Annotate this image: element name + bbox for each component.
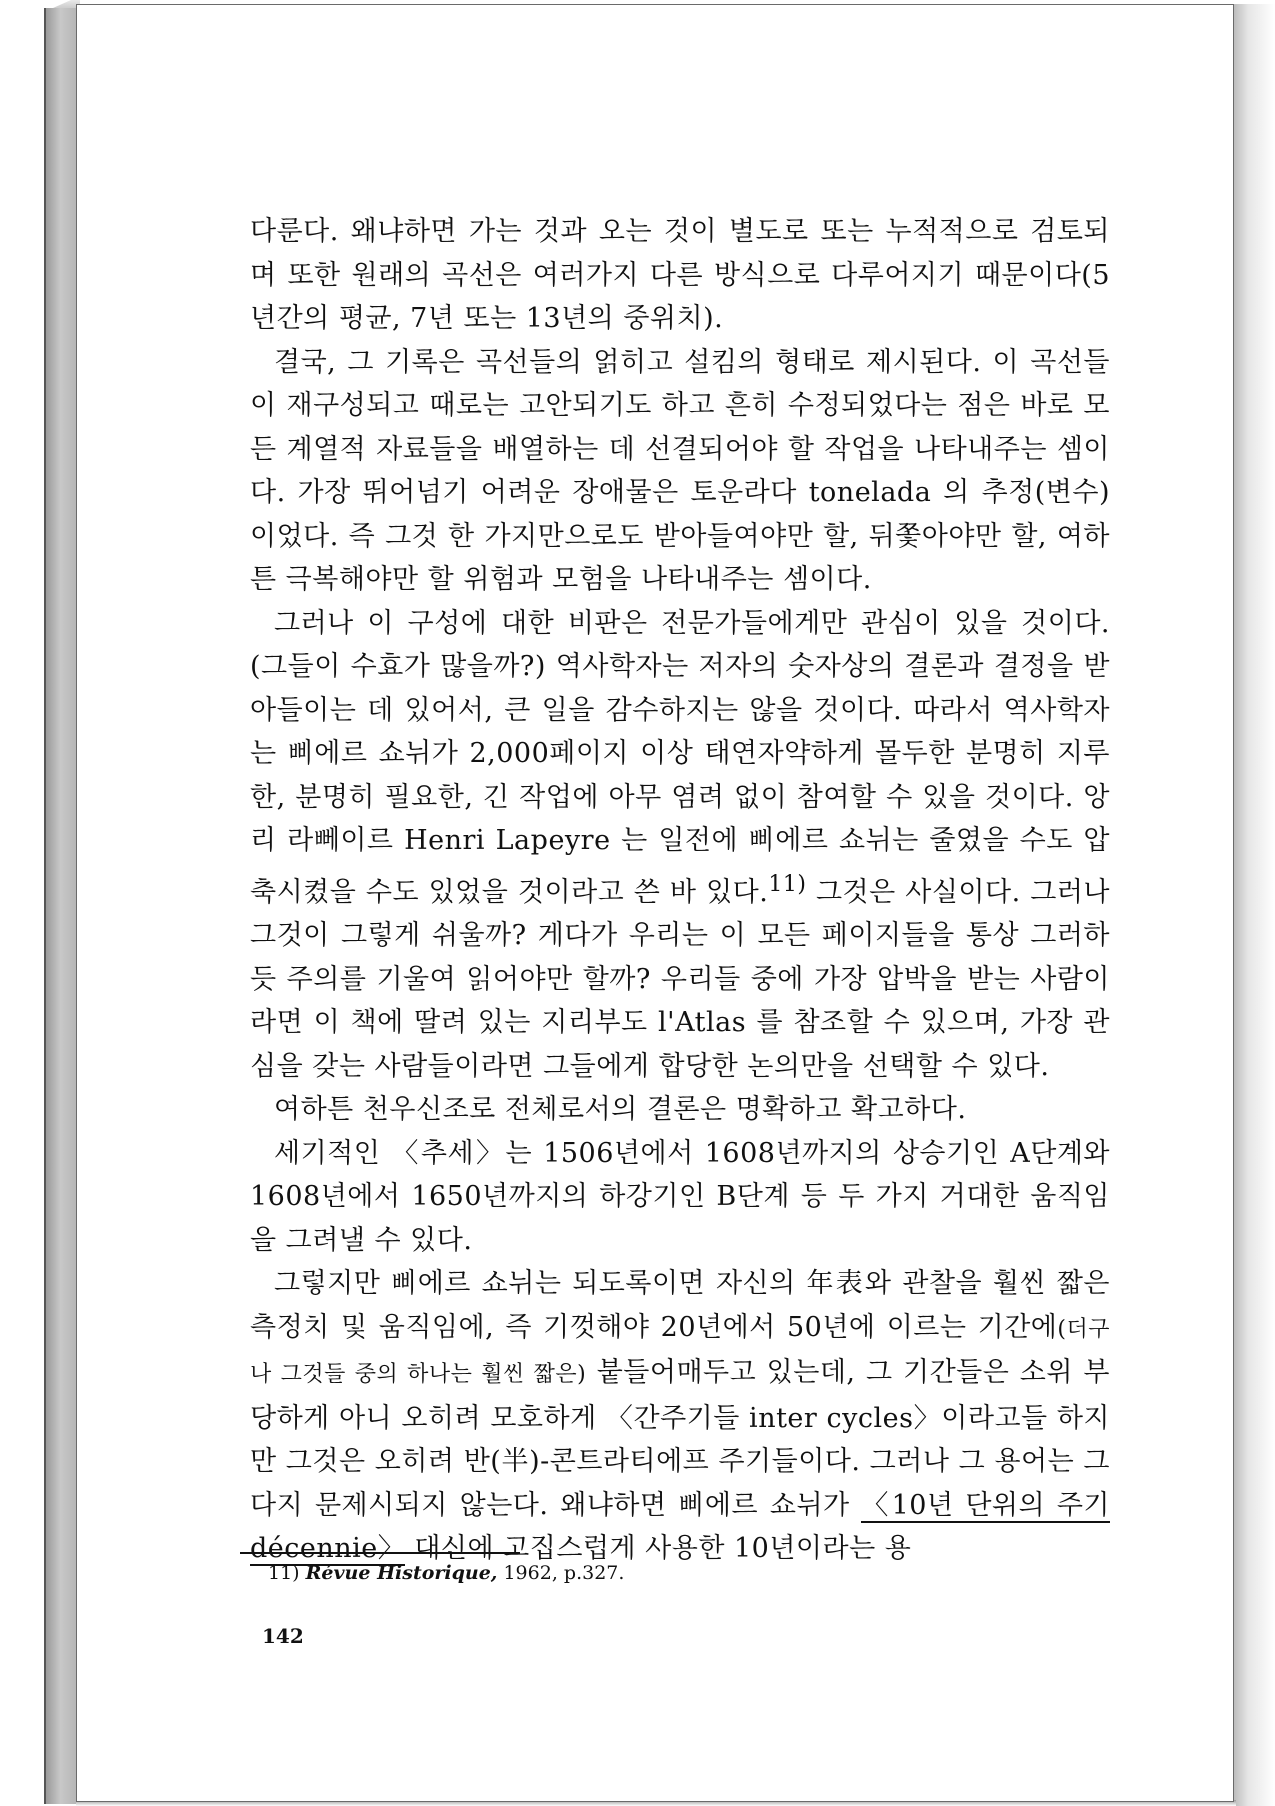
paragraph-6-end: 대신에 고집스럽게 사용한 10년이라는 용 bbox=[405, 1533, 912, 1564]
footnote-number: 11) bbox=[268, 1562, 300, 1584]
paragraph-2: 결국, 그 기록은 곡선들의 얽히고 설킴의 형태로 제시된다. 이 곡선들이 재구성되고 때로는 고안되기도 하고 흔히 수정되었다는 점은 바로 모든 계열적 자료들을 배열하는 데 선결되어야 할 작업을 나타내주는 셈이다. 가장 뛰어넘기 어려운 장애물은 토운라다 tonelada 의 추정(변수)이었다. 즉 그것 한 가지만으로도 받아들여야만 할, 뒤쫓아야만 할, 여하튼 극복해야만 할 위험과 모험을 나타내주는 셈이다. bbox=[250, 346, 1110, 595]
footnote bbox=[268, 1562, 624, 1584]
book-spine bbox=[44, 8, 78, 1804]
paragraph-4: 여하튼 천우신조로 전체로서의 결론은 명확하고 확고하다. bbox=[274, 1094, 967, 1125]
footnote-source: Révue Historique, bbox=[305, 1562, 498, 1584]
paragraph-3-cont: 그것은 사실이다. 그러나 그것이 그렇게 쉬울까? 게다가 우리는 이 모든 페이지들을 통상 그러하듯 주의를 기울여 읽어야만 할까? 우리들 중에 가장 압박을 받는 사람이라면 이 책에 딸려 있는 지리부도 l'Atlas 를 참조할 수 있으며, 가장 관심을 갖는 사람들이라면 그들에게 합당한 논의만을 선택할 수 있다. bbox=[250, 876, 1110, 1082]
page-number: 142 bbox=[262, 1624, 304, 1648]
footnote-ref: 11) bbox=[768, 871, 807, 897]
paragraph-6-aside: (더구나 그것들 중의 하나는 훨씬 짧은) bbox=[250, 1316, 1110, 1387]
footnote-detail: 1962, p.327. bbox=[503, 1562, 625, 1584]
footnote-divider bbox=[240, 1552, 520, 1554]
paragraph-6 bbox=[250, 1262, 1110, 1571]
paragraph-3-text: 그러나 이 구성에 대한 비판은 전문가들에게만 관심이 있을 것이다. (그들이 수효가 많을까?) 역사학자는 저자의 숫자상의 결론과 결정을 받아들이는 데 있어서, 큰 일을 감수하지는 않을 것이다. 따라서 역사학자는 삐에르 쇼뉘가 2,000페이지 이상 태연자약하게 몰두한 분명히 지루한, 분명히 필요한, 긴 작업에 아무 염려 없이 참여할 수 있을 것이다. 앙리 라뻬이르 Henri Lapeyre 는 일전에 삐에르 쇼뉘는 줄였을 수도 압축시켰을 수도 있었을 것이라고 쓴 바 있다. bbox=[250, 607, 1110, 908]
page-shadow bbox=[1234, 4, 1275, 1806]
paragraph-1: 다룬다. 왜냐하면 가는 것과 오는 것이 별도로 또는 누적적으로 검토되며 또한 원래의 곡선은 여러가지 다른 방식으로 다루어지기 때문이다(5년간의 평균, 7년 또는 13년의 중위치). bbox=[250, 216, 1110, 334]
paragraph-6-underlined: 〈10년 단위의 주기 décennie〉 bbox=[250, 1489, 1111, 1564]
paragraph-6-text: 그렇지만 삐에르 쇼뉘는 되도록이면 자신의 年表와 관찰을 훨씬 짧은 측정치 및 움직임에, 즉 기껏해야 20년에서 50년에 이르는 기간에 bbox=[250, 1268, 1110, 1343]
paragraph-5: 세기적인 〈추세〉는 1506년에서 1608년까지의 상승기인 A단계와 1608년에서 1650년까지의 하강기인 B단계 등 두 가지 거대한 움직임을 그려낼 수 있다. bbox=[250, 1137, 1110, 1256]
body-text bbox=[250, 210, 1110, 1571]
paragraph-6-cont: 붙들어매두고 있는데, 그 기간들은 소위 부당하게 아니 오히려 모호하게 〈간주기들 inter cycles〉이라고들 하지만 그것은 오히려 반(半)-콘트라티에프 주기들이다. 그러나 그 용어는 그다지 문제시되지 않는다. 왜냐하면 삐에르 쇼뉘가 bbox=[250, 1357, 1110, 1521]
paragraph-3 bbox=[250, 602, 1110, 1089]
